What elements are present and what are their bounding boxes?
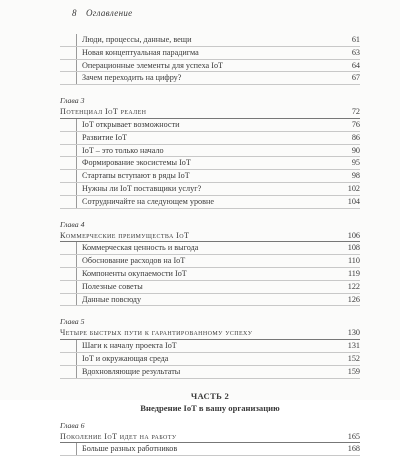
toc-entry[interactable]: Формирование экосистемы IoT 95 (60, 157, 360, 170)
toc-entry[interactable]: Шаги к началу проекта IoT 131 (60, 340, 360, 353)
part-label: ЧАСТЬ 2 (190, 390, 230, 401)
running-header (72, 8, 352, 22)
chapter-title[interactable]: Потенциал IoT реален 72 (60, 106, 360, 119)
toc-entry[interactable]: Больше разных работников 168 (60, 443, 360, 456)
toc-entry[interactable]: IoT – это только начало 90 (60, 145, 360, 158)
part-title: Внедрение IoT в вашу организацию (140, 402, 280, 413)
toc-entry[interactable]: IoT и окружающая среда 152 (60, 353, 360, 366)
toc-entry[interactable]: Обоснование расходов на IoT 110 (60, 255, 360, 268)
toc-entry[interactable]: Нужны ли IoT поставщики услуг? 102 (60, 183, 360, 196)
table-of-contents (60, 34, 360, 456)
toc-entry[interactable]: Зачем переходить на цифру? 67 (60, 72, 360, 85)
chapter-label: Глава 3 (60, 96, 85, 106)
toc-entry[interactable]: Данные повсюду 126 (60, 294, 360, 307)
chapter-label: Глава 6 (60, 420, 85, 430)
toc-entry[interactable]: Вдохновляющие результаты 159 (60, 366, 360, 379)
toc-entry[interactable]: Стартапы вступают в ряды IoT 98 (60, 170, 360, 183)
toc-entry[interactable]: IoT открывает возможности 76 (60, 119, 360, 132)
toc-entry[interactable]: Коммерческая ценность и выгода 108 (60, 242, 360, 255)
toc-entry[interactable]: Новая концептуальная парадигма 63 (60, 47, 360, 60)
toc-entry[interactable]: Полезные советы 122 (60, 281, 360, 294)
toc-entry[interactable]: Операционные элементы для успеха IoT 64 (60, 60, 360, 73)
chapter-label: Глава 5 (60, 317, 85, 327)
running-title: Оглавление (86, 8, 133, 18)
page-number: 8 (72, 8, 77, 18)
toc-entry[interactable]: Развитие IoT 86 (60, 132, 360, 145)
chapter-title[interactable]: Четыре быстрых пути к гарантированному успеху 130 (60, 327, 360, 340)
toc-entry[interactable]: Сотрудничайте на следующем уровне 104 (60, 196, 360, 209)
chapter-title[interactable]: Поколение IoT идет на работу 165 (60, 431, 360, 444)
chapter-title[interactable]: Коммерческие преимущества IoT 106 (60, 230, 360, 243)
toc-entry[interactable]: Компоненты окупаемости IoT 119 (60, 268, 360, 281)
chapter-label: Глава 4 (60, 219, 85, 229)
toc-entry[interactable]: Люди, процессы, данные, вещи 61 (60, 34, 360, 47)
